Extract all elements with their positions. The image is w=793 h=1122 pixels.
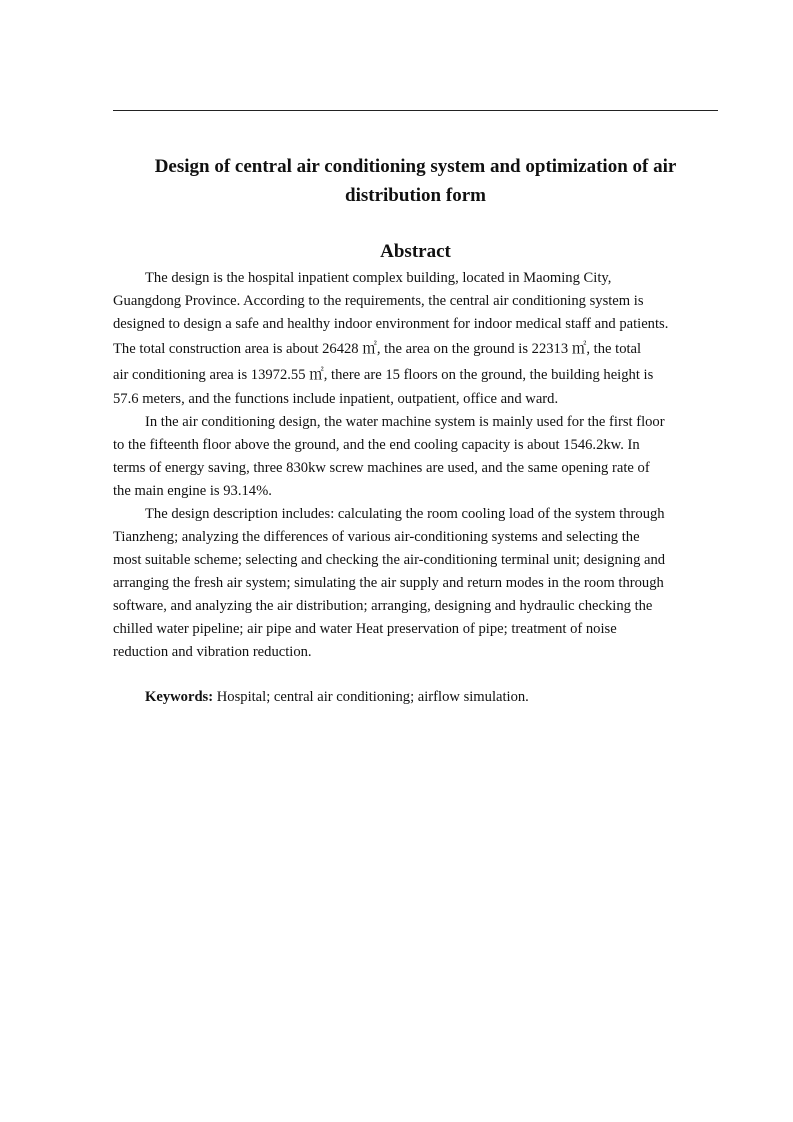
abstract-line: 57.6 meters, and the functions include inpatient, outpatient, office and ward. [113,391,559,407]
abstract-line: terms of energy saving, three 830kw screw machines are used, and the same opening rate of [113,460,650,476]
keywords-paragraph [145,686,529,709]
abstract-heading: Abstract [380,241,451,262]
header-rule [113,110,718,111]
abstract-line: to the fifteenth floor above the ground, and the end cooling capacity is about 1546.2kw. In [113,437,640,453]
abstract-line: The design description includes: calculating the room cooling load of the system through [145,506,665,522]
abstract-line: air conditioning area is 13972.55 ㎡, there are 15 floors on the ground, the building height is [113,367,654,383]
abstract-line: designed to design a safe and healthy indoor environment for indoor medical staff and patients. [113,316,669,332]
abstract-line: chilled water pipeline; air pipe and water Heat preservation of pipe; treatment of noise [113,621,617,637]
title-line-2: distribution form [345,185,486,206]
abstract-line: Guangdong Province. According to the requirements, the central air conditioning system is [113,293,644,309]
abstract-line: The total construction area is about 26428 ㎡, the area on the ground is 22313 ㎡, the total [113,341,642,357]
abstract-line: In the air conditioning design, the water machine system is mainly used for the first floor [145,414,665,430]
abstract-body [113,267,719,664]
document-title [113,152,718,210]
abstract-line: Tianzheng; analyzing the differences of various air-conditioning systems and selecting the [113,529,640,545]
abstract-line: the main engine is 93.14%. [113,483,272,499]
abstract-line: arranging the fresh air system; simulating the air supply and return modes in the room through [113,575,664,591]
title-line-1: Design of central air conditioning system and optimization of air [154,156,677,177]
abstract-line: most suitable scheme; selecting and checking the air-conditioning terminal unit; designing and [113,552,666,568]
abstract-line: software, and analyzing the air distribution; arranging, designing and hydraulic checking the [113,598,653,614]
abstract-line: reduction and vibration reduction. [113,644,312,660]
abstract-line: The design is the hospital inpatient complex building, located in Maoming City, [145,270,612,286]
keywords-text: Hospital; central air conditioning; airflow simulation. [213,689,529,705]
keywords-label: Keywords: [145,689,214,705]
